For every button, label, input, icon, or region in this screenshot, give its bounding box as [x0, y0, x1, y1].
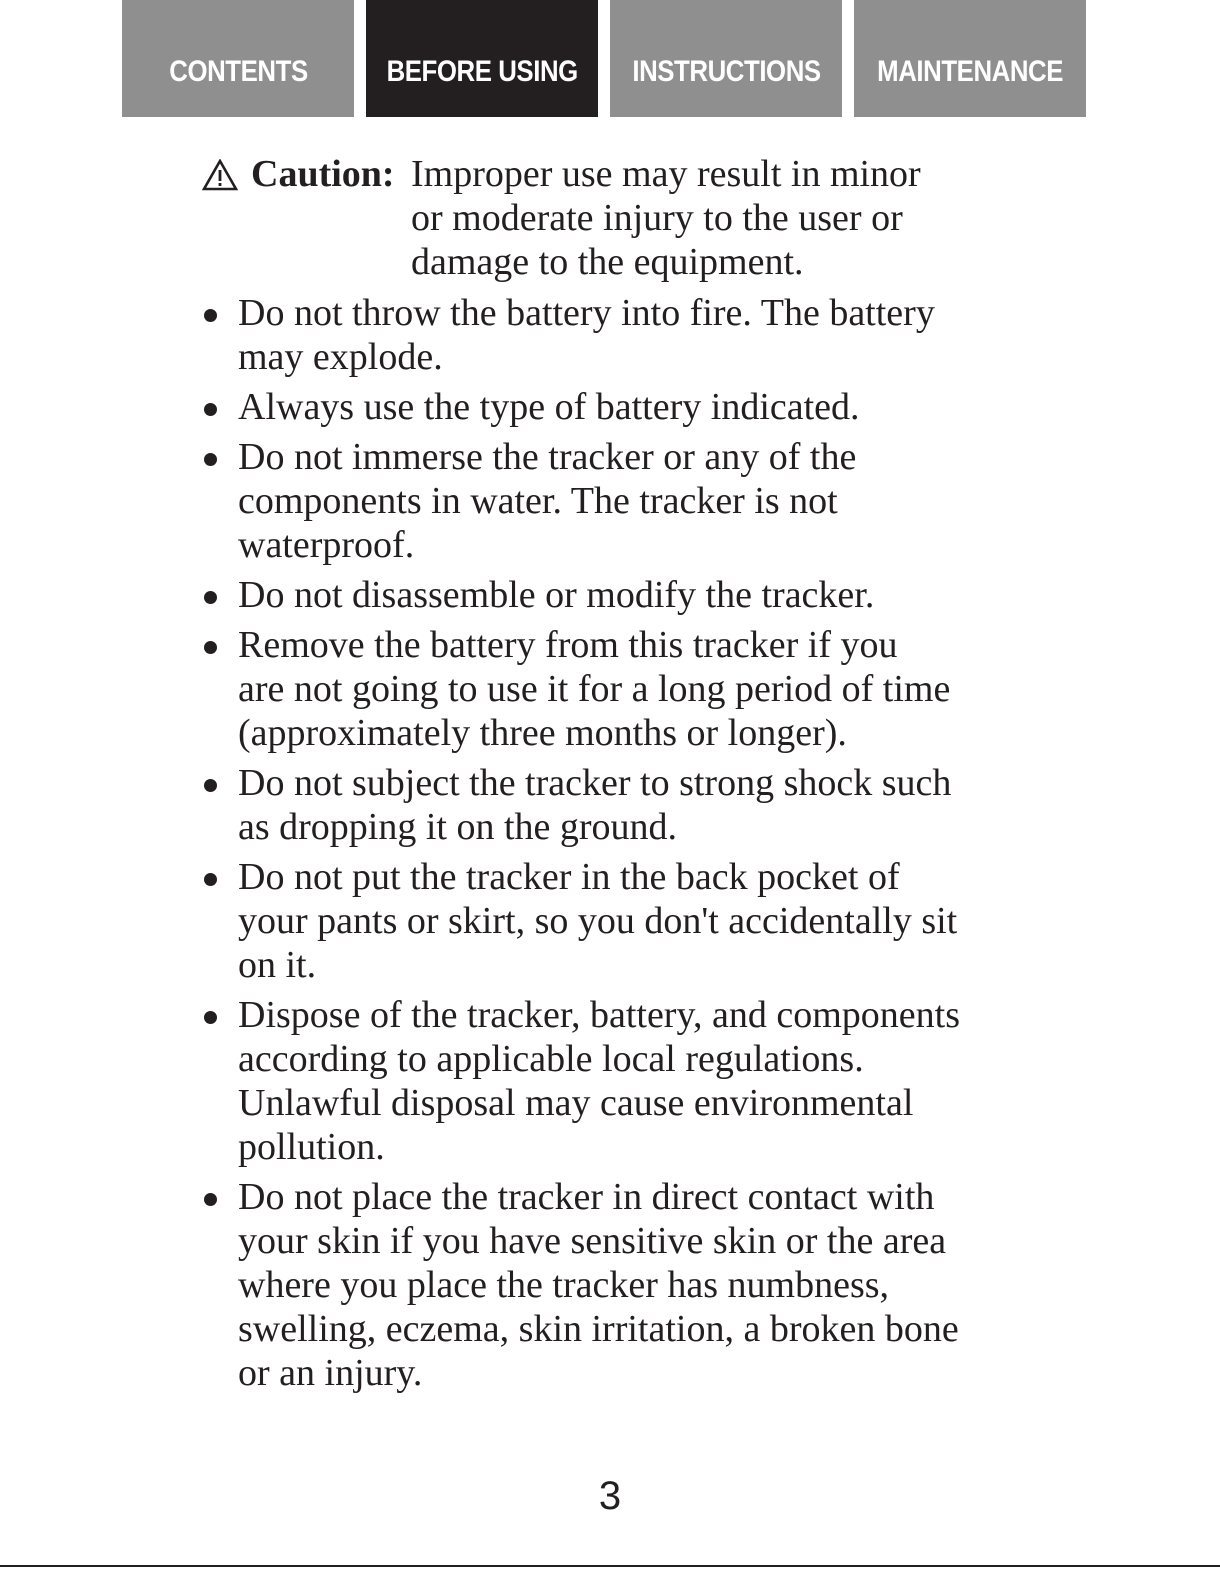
list-item-line: Do not immerse the tracker or any of the	[238, 436, 857, 478]
list-item-line: Do not place the tracker in direct contact with	[238, 1176, 935, 1218]
caution-text	[411, 152, 971, 284]
list-item-line: where you place the tracker has numbness,	[238, 1264, 890, 1306]
list-item-line: Unlawful disposal may cause environmental	[238, 1082, 914, 1124]
list-item	[200, 623, 1020, 755]
list-item	[200, 1175, 1020, 1395]
caution-text-line: damage to the equipment.	[411, 241, 804, 283]
caution-list	[200, 291, 1020, 1401]
bullet-icon	[204, 641, 217, 654]
list-item-line: Do not throw the battery into fire. The battery	[238, 292, 935, 334]
list-item	[200, 385, 1020, 429]
list-item-line: Dispose of the tracker, battery, and components	[238, 994, 960, 1036]
list-item	[200, 291, 1020, 379]
bullet-icon	[204, 1011, 217, 1024]
bullet-icon	[204, 403, 217, 416]
tab-label: INSTRUCTIONS	[631, 54, 821, 88]
tab-label: CONTENTS	[168, 54, 308, 88]
list-item-line: according to applicable local regulations.	[238, 1038, 864, 1080]
list-item	[200, 761, 1020, 849]
list-item-line: Always use the type of battery indicated.	[238, 386, 860, 428]
list-item-line: components in water. The tracker is not	[238, 480, 838, 522]
bullet-icon	[204, 1193, 217, 1206]
tab-contents[interactable]	[122, 0, 354, 117]
caution-notice	[200, 150, 1020, 290]
bullet-icon	[204, 591, 217, 604]
page-number: 3	[598, 1474, 622, 1518]
list-item	[200, 855, 1020, 987]
caution-label: Caution:	[251, 153, 395, 195]
bullet-icon	[204, 873, 217, 886]
list-item-line: swelling, eczema, skin irritation, a broken bone	[238, 1308, 959, 1350]
tab-label: BEFORE USING	[386, 54, 578, 88]
list-item-line: (approximately three months or longer).	[238, 712, 847, 754]
list-item-line: Do not subject the tracker to strong shock such	[238, 762, 952, 804]
section-tabs	[0, 0, 1220, 117]
list-item-line: Do not disassemble or modify the tracker.	[238, 574, 875, 616]
caution-text-line: or moderate injury to the user or	[411, 197, 903, 239]
tab-before-using[interactable]	[366, 0, 598, 117]
list-item-line: your pants or skirt, so you don't accidentally sit	[238, 900, 958, 942]
list-item-line: on it.	[238, 944, 317, 986]
tab-label: MAINTENANCE	[877, 54, 1063, 88]
list-item	[200, 573, 1020, 617]
tab-maintenance[interactable]	[854, 0, 1086, 117]
list-item-line: may explode.	[238, 336, 443, 378]
bottom-divider	[0, 1565, 1220, 1567]
bullet-icon	[204, 779, 217, 792]
list-item	[200, 435, 1020, 567]
list-item-line: or an injury.	[238, 1352, 423, 1394]
list-item	[200, 993, 1020, 1169]
list-item-line: are not going to use it for a long period of time	[238, 668, 951, 710]
tab-instructions[interactable]	[610, 0, 842, 117]
bullet-icon	[204, 309, 217, 322]
list-item-line: waterproof.	[238, 524, 415, 566]
caution-text-line: Improper use may result in minor	[411, 153, 921, 195]
list-item-line: pollution.	[238, 1126, 385, 1168]
list-item-line: your skin if you have sensitive skin or the area	[238, 1220, 947, 1262]
list-item-line: Do not put the tracker in the back pocket of	[238, 856, 900, 898]
bullet-icon	[204, 453, 217, 466]
list-item-line: Remove the battery from this tracker if you	[238, 624, 898, 666]
list-item-line: as dropping it on the ground.	[238, 806, 678, 848]
warning-triangle-icon	[202, 159, 238, 191]
